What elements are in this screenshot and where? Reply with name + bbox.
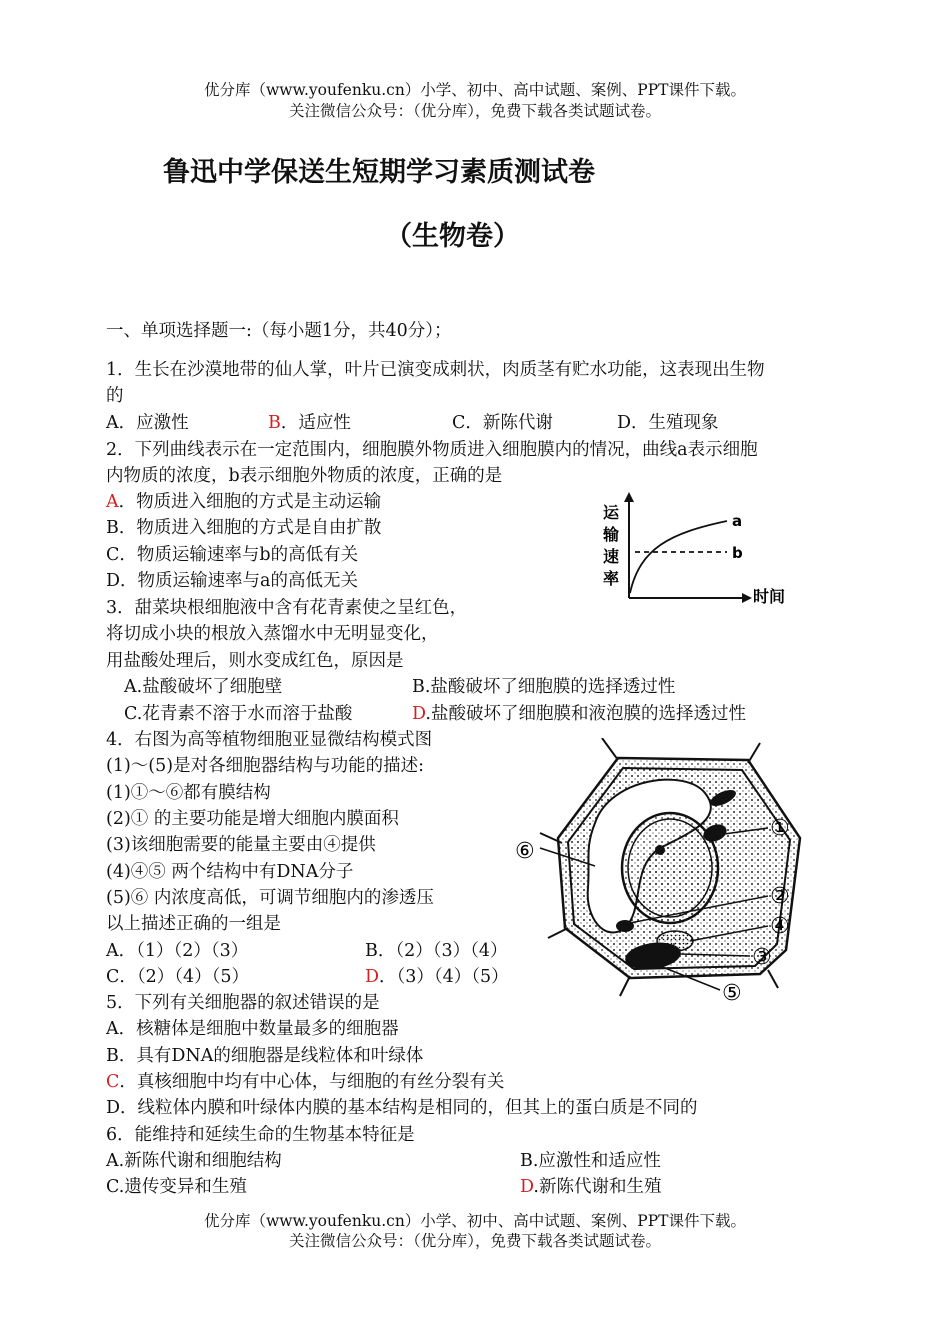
q4-stem-cont: (1)～(5)是对各细胞器结构与功能的描述: [106, 756, 424, 776]
q6-option-b: B.应激性和适应性 [520, 1151, 661, 1171]
y-axis-char-4: 率 [603, 569, 620, 588]
organelle-2 [616, 920, 634, 932]
q3-option-b: B.盐酸破坏了细胞膜的选择透过性 [412, 677, 676, 697]
plant-cell-diagram [510, 738, 820, 1008]
q1-stem: 1．生长在沙漠地带的仙人掌，叶片已演变成刺状，肉质茎有贮水功能，这表现出生物 [106, 360, 765, 380]
q5-option-b: B．具有DNA的细胞器是线粒体和叶绿体 [106, 1046, 424, 1066]
y-axis-char-2: 输 [603, 525, 620, 544]
answer-key: D [520, 1177, 534, 1197]
section-heading: 一、单项选择题一:（每小题1分，共40分）； [106, 321, 452, 341]
label-5: ⑤ [722, 981, 742, 1006]
q2-option-d: D．物质运输速率与a的高低无关 [106, 571, 358, 591]
x-axis-label: 时间 [753, 587, 786, 606]
q6-option-d: D.新陈代谢和生殖 [520, 1177, 662, 1197]
y-axis-arrow [624, 492, 634, 502]
q2-stem-cont: 内物质的浓度，b表示细胞外物质的浓度，正确的是 [106, 466, 503, 486]
nucleus [622, 813, 718, 923]
q6-option-a: A.新陈代谢和细胞结构 [106, 1151, 282, 1171]
footer-line-1: 优分库（www.youfenku.cn）小学、初中、高中试题、案例、PPT课件下载。 [203, 1212, 747, 1230]
q4-statement-1: (1)①～⑥都有膜结构 [106, 783, 271, 803]
q4-stem-end: 以上描述正确的一组是 [106, 914, 281, 934]
q6-stem: 6．能维持和延续生命的生物基本特征是 [106, 1125, 415, 1145]
transport-rate-graph [595, 488, 805, 613]
q4-statement-2: (2)① 的主要功能是增大细胞内膜面积 [106, 809, 399, 829]
label-4: ④ [770, 914, 790, 939]
q1-option-d: D．生殖现象 [617, 413, 719, 433]
curve-a [630, 521, 727, 593]
answer-key: A [106, 492, 119, 512]
label-3: ③ [752, 945, 772, 970]
q5-option-a: A．核糖体是细胞中数量最多的细胞器 [106, 1019, 399, 1039]
footer-line-2: 关注微信公众号：（优分库），免费下载各类试题试卷。 [288, 1232, 661, 1250]
q3-stem-cont-1: 将切成小块的根放入蒸馏水中无明显变化， [106, 624, 439, 644]
q3-stem-cont-2: 用盐酸处理后，则水变成红色，原因是 [106, 651, 404, 671]
header-line-1: 优分库（www.youfenku.cn）小学、初中、高中试题、案例、PPT课件下载。 [203, 81, 747, 99]
q3-option-a: A.盐酸破坏了细胞壁 [124, 677, 283, 697]
q1-option-b: B．适应性 [268, 413, 351, 433]
answer-key: D [365, 967, 380, 987]
header-line-2: 关注微信公众号：（优分库），免费下载各类试题试卷。 [288, 102, 661, 120]
nucleolus [655, 845, 665, 855]
answer-key: C [106, 1072, 120, 1092]
label-6: ⑥ [515, 839, 535, 864]
q4-option-c: C．（2）（4）（5） [106, 967, 250, 987]
x-axis-arrow [742, 593, 752, 603]
q1-option-a: A．应激性 [106, 413, 189, 433]
q5-stem: 5．下列有关细胞器的叙述错误的是 [106, 993, 380, 1013]
q6-option-c: C.遗传变异和生殖 [106, 1177, 247, 1197]
q4-statement-4: (4)④⑤ 两个结构中有DNA分子 [106, 862, 354, 882]
q3-stem: 3．甜菜块根细胞液中含有花青素使之呈红色， [106, 598, 468, 618]
page-subtitle: （生物卷） [385, 221, 520, 252]
q2-option-b: B．物质进入细胞的方式是自由扩散 [106, 518, 382, 538]
answer-key: D [412, 704, 426, 724]
q4-statement-3: (3)该细胞需要的能量主要由④提供 [106, 835, 376, 855]
q2-option-c: C．物质运输速率与b的高低有关 [106, 545, 359, 565]
y-axis-char-3: 速 [603, 547, 620, 566]
q3-option-c: C.花青素不溶于水而溶于盐酸 [124, 704, 353, 724]
curve-b-label: b [732, 544, 743, 562]
y-axis-char-1: 运 [603, 503, 620, 522]
label-2: ② [770, 884, 790, 909]
q1-stem-cont: 的 [106, 386, 124, 406]
q1-option-c: C．新陈代谢 [452, 413, 553, 433]
q3-option-d: D.盐酸破坏了细胞膜和液泡膜的选择透过性 [412, 704, 746, 724]
q5-option-c: C．真核细胞中均有中心体，与细胞的有丝分裂有关 [106, 1072, 505, 1092]
q2-stem: 2．下列曲线表示在一定范围内，细胞膜外物质进入细胞膜内的情况，曲线a表示细胞 [106, 440, 758, 460]
q5-option-d: D．线粒体内膜和叶绿体内膜的基本结构是相同的，但其上的蛋白质是不同的 [106, 1098, 698, 1118]
answer-key: B [268, 413, 281, 433]
page-title: 鲁迅中学保送生短期学习素质测试卷 [163, 157, 595, 188]
q4-option-b: B．（2）（3）（4） [365, 941, 508, 961]
curve-a-label: a [732, 512, 743, 530]
q4-stem: 4．右图为高等植物细胞亚显微结构模式图 [106, 730, 433, 750]
q4-option-d: D．（3）（4）（5） [365, 967, 509, 987]
q2-option-a: A．物质进入细胞的方式是主动运输 [106, 492, 382, 512]
label-1: ① [770, 816, 790, 841]
q4-option-a: A．（1）（2）（3） [106, 941, 249, 961]
q4-statement-5: (5)⑥ 内浓度高低，可调节细胞内的渗透压 [106, 888, 434, 908]
